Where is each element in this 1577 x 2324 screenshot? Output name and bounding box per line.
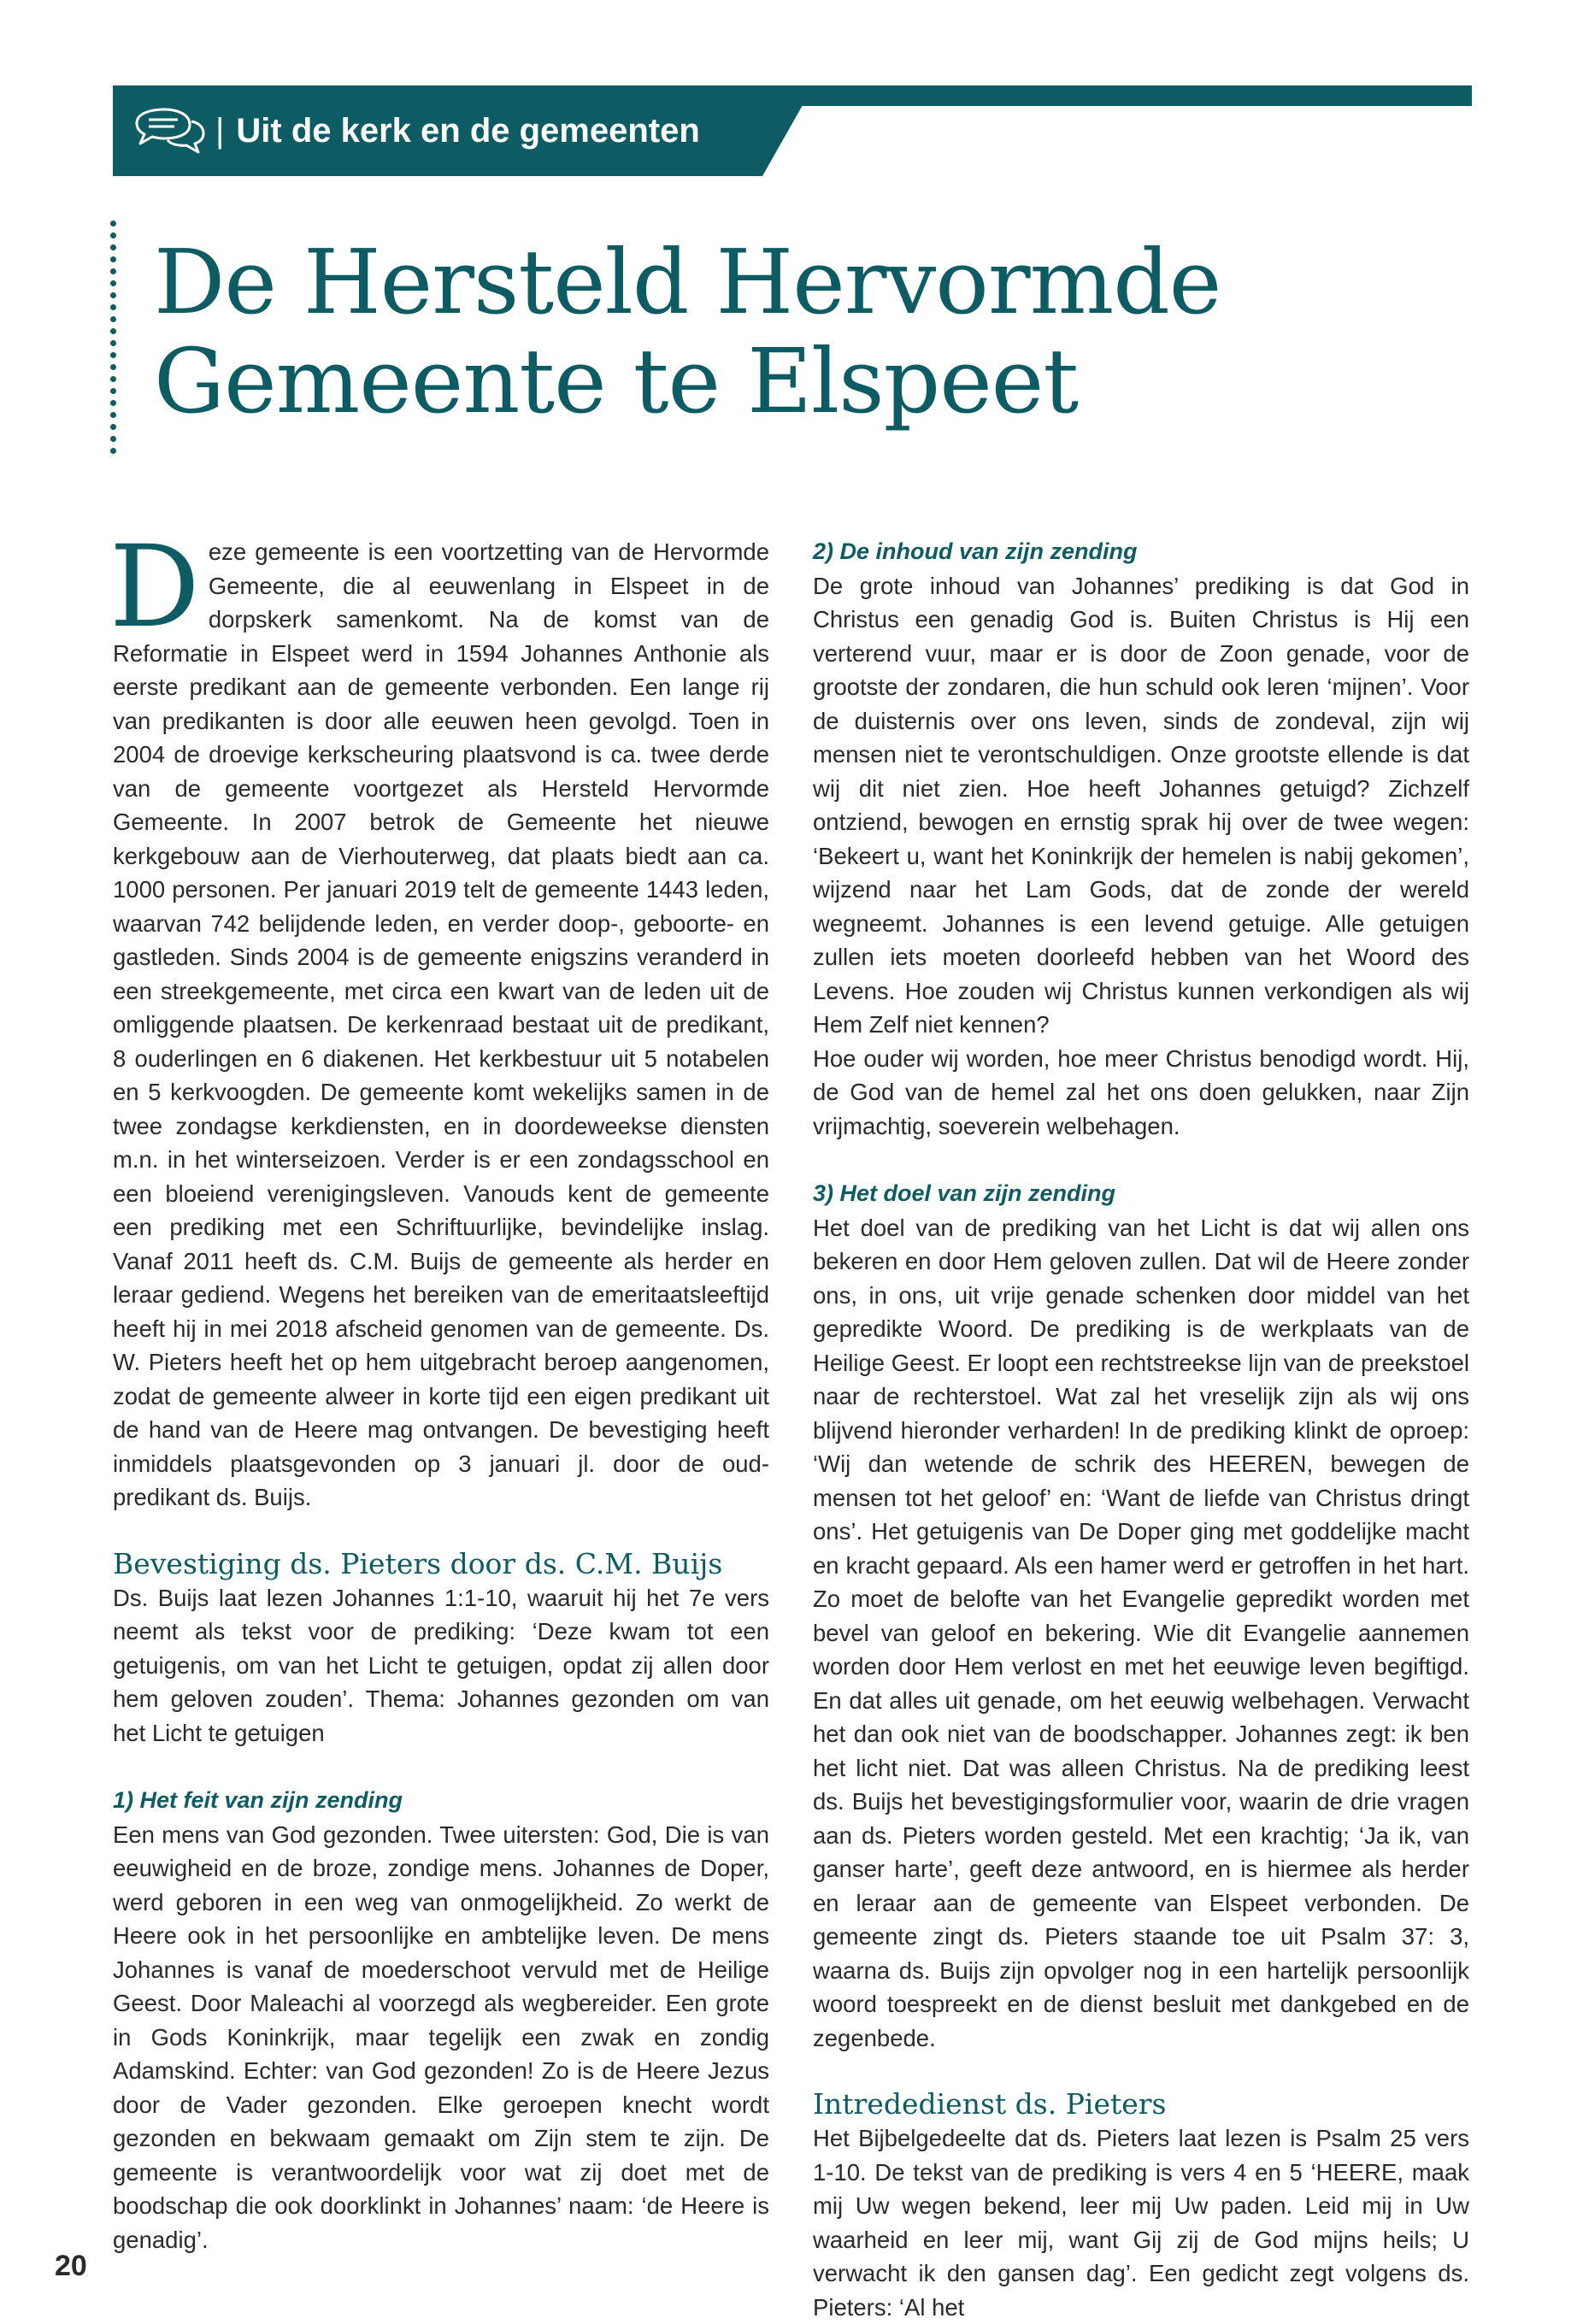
section-label-text: Uit de kerk en de gemeenten bbox=[236, 112, 700, 150]
article-title bbox=[154, 232, 1436, 431]
point-heading-3: 3) Het doel van zijn zending bbox=[813, 1180, 1116, 1206]
section-text-bevestiging: Ds. Buijs laat lezen Johannes 1:1-10, waaruit hij het 7e vers neemt als tekst voor de prediking: ‘Deze kwam tot een getuigenis, om van het Licht te getuigen, opdat zij allen door hem geloven zouden’. Thema: Johannes gezonden om van het Licht te getuigen bbox=[113, 1584, 769, 1746]
section-heading-intrededienst: Intrededienst ds. Pieters bbox=[813, 2087, 1167, 2121]
point-text-2a: De grote inhoud van Johannes’ prediking is dat God in Christus een genadig God is. Buiten Christus is Hij een verterend vuur, maar er is door de Zoon genade, voor de grootste der zondaren, die hun schuld ook leren ‘mijnen’. Voor de duisternis over ons leven, sinds de zondeval, zijn wij mensen niet te verontschuldigen. Onze grootste ellende is dat wij dit niet zien. Hoe heeft Johannes getuigd? Zichzelf ontziend, bewogen en ernstig sprak hij over de twee wegen: ‘Bekeert u, want het Koninkrijk der hemelen is nabij gekomen’, wijzend naar het Lam Gods, dat de zonde der wereld wegneemt. Johannes is een levend getuige. Alle getuigen zullen iets moeten doorleefd hebben van het Woord des Levens. Hoe zouden wij Christus kunnen verkondigen als wij Hem Zelf niet kennen? bbox=[813, 572, 1469, 1038]
point-heading-1: 1) Het feit van zijn zending bbox=[113, 1787, 403, 1813]
section-banner bbox=[113, 85, 1472, 176]
point-text-1: Een mens van God gezonden. Twee uitersten: God, Die is van eeuwigheid en de broze, zondige mens. Johannes de Doper, werd geboren in een weg van onmogelijkheid. Zo werkt de Heere ook in het persoonlijke en ambtelijke leven. De mens Johannes is vanaf de moederschoot vervuld met de Heilige Geest. Door Maleachi al voorzegd als wegbereider. Een grote in Gods Koninkrijk, maar tegelijk een zwak en zondig Adamskind. Echter: van God gezonden! Zo is de Heere Jezus door de Vader gezonden. Elke geroepen knecht wordt gezonden en bekwaam gemaakt om Zijn stem te zijn. De gemeente is verantwoordelijk voor wat zij doet met de boodschap die ook doorklinkt in Johannes’ naam: ‘de Heere is genadig’. bbox=[113, 1821, 769, 2253]
intro-paragraph bbox=[109, 521, 769, 1515]
section-label bbox=[215, 85, 700, 176]
section-text-intrededienst: Het Bijbelgedeelte dat ds. Pieters laat lezen is Psalm 25 vers 1-10. De tekst van de prediking is vers 4 en 5 ‘HEERE, maak mij Uw wegen bekend, leer mij Uw paden. Leid mij in Uw waarheid en leer mij, want Gij zij de God mijns heils; U verwacht ik den gansen dag’. Een gedicht zegt volgens ds. Pieters: ‘Al het bbox=[813, 2125, 1469, 2321]
dotted-rule bbox=[110, 221, 119, 458]
point-text-2b: Hoe ouder wij worden, hoe meer Christus benodigd wordt. Hij, de God van de hemel zal het ons doen gelukken, naar Zijn vrijmachtig, soeverein welbehagen. bbox=[813, 1044, 1469, 1139]
speech-bubbles-icon bbox=[130, 106, 207, 156]
page-number: 20 bbox=[55, 2250, 87, 2282]
intro-text: eze gemeente is een voortzetting van de Hervormde Gemeente, die al eeuwenlang in Elspeet in de dorpskerk samenkomt. Na de komst van de Reformatie in Elspeet werd in 1594 Johannes Anthonie als eerste predikant aan de gemeente verbonden. Een lange rij van predikanten is door alle eeuwen heen gevolgd. Toen in 2004 de droevige kerkscheuring plaatsvond is ca. twee derde van de gemeente voortgezet als Hersteld Hervormde Gemeente. In 2007 betrok de Gemeente het nieuwe kerkgebouw aan de Vierhouterweg, dat plaats biedt aan ca. 1000 personen. Per januari 2019 telt de gemeente 1443 leden, waarvan 742 belijdende leden, en verder doop-, geboorte- en gastleden. Sinds 2004 is de gemeente enigszins veranderd in een streekgemeente, met circa een kwart van de leden uit de omliggende plaatsen. De kerkenraad bestaat uit de predikant, 8 ouderlingen en 6 diakenen. Het kerkbestuur uit 5 notabelen en 5 kerkvoogden. De gemeente komt wekelijks samen in de twee zondagse kerkdiensten, en in doordeweekse diensten m.n. in het winterseizoen. Verder is er een zondagsschool en een bloeiend verenigingsleven. Vanouds kent de gemeente een prediking met een Schriftuurlijke, bevindelijke inslag. Vanaf 2011 heeft ds. C.M. Buijs de gemeente als herder en leraar gediend. Wegens het bereiken van de emeritaatsleeftijd heeft hij in mei 2018 afscheid genomen van de gemeente. Ds. W. Pieters heeft het op hem uitgebracht beroep aangenomen, zodat de gemeente alweer in korte tijd een eigen predikant uit de hand van de Heere mag ontvangen. De bevestiging heeft inmiddels plaatsgevonden op 3 januari jl. door de oud-predikant ds. Buijs. bbox=[113, 538, 769, 1510]
left-column bbox=[109, 521, 769, 2256]
point-text-3: Het doel van de prediking van het Licht is dat wij allen ons bekeren en door Hem geloven zullen. Dat wil de Heere zonder ons, in ons, uit vrije genade schenken door middel van het gepredikte Woord. De prediking is de werkplaats van de Heilige Geest. Er loopt een rechtstreekse lijn van de preekstoel naar de rechterstoel. Wat zal het vreselijk zijn als wij ons blijvend hieronder verharden! In de prediking klinkt de oproep: ‘Wij dan wetende de schrik des HEEREN, bewegen de mensen tot het geloof’ en: ‘Want de liefde van Christus dringt ons’. Het getuigenis van De Doper ging met goddelijke macht en kracht gepaard. Als een hamer werd er getroffen in het hart. Zo moet de belofte van het Evangelie gepredikt worden met bevel van geloof en bekering. Wie dit Evangelie aannemen worden door Hem verlost en met het eeuwige leven begiftigd. En dat alles uit genade, om het eeuwig welbehagen. Verwacht het dan ook niet van de boodschapper. Johannes zegt: ik ben het licht niet. Dat was alleen Christus. Na de prediking leest ds. Buijs het bevestigingsformulier voor, waarin de drie vragen aan ds. Pieters worden gesteld. Met een krachtig; ‘Ja ik, van ganser harte’, geeft deze antwoord, en is hiermee als herder en leraar aan de gemeente van Elspeet verbonden. De gemeente zingt ds. Pieters staande toe uit Psalm 37: 3, waarna ds. Buijs zijn opvolger nog in een hartelijk persoonlijk woord toespreekt en de dienst besluit met dankgebed en de zegenbede. bbox=[813, 1214, 1469, 2051]
article-title-line1: De Hersteld Hervormde bbox=[154, 230, 1221, 334]
right-column bbox=[813, 535, 1469, 2324]
drop-cap: D bbox=[109, 521, 200, 653]
section-separator: | bbox=[215, 112, 225, 150]
point-heading-2: 2) De inhoud van zijn zending bbox=[813, 538, 1138, 564]
section-heading-bevestiging: Bevestiging ds. Pieters door ds. C.M. Buijs bbox=[113, 1546, 723, 1580]
article-title-line2: Gemeente te Elspeet bbox=[154, 329, 1079, 433]
